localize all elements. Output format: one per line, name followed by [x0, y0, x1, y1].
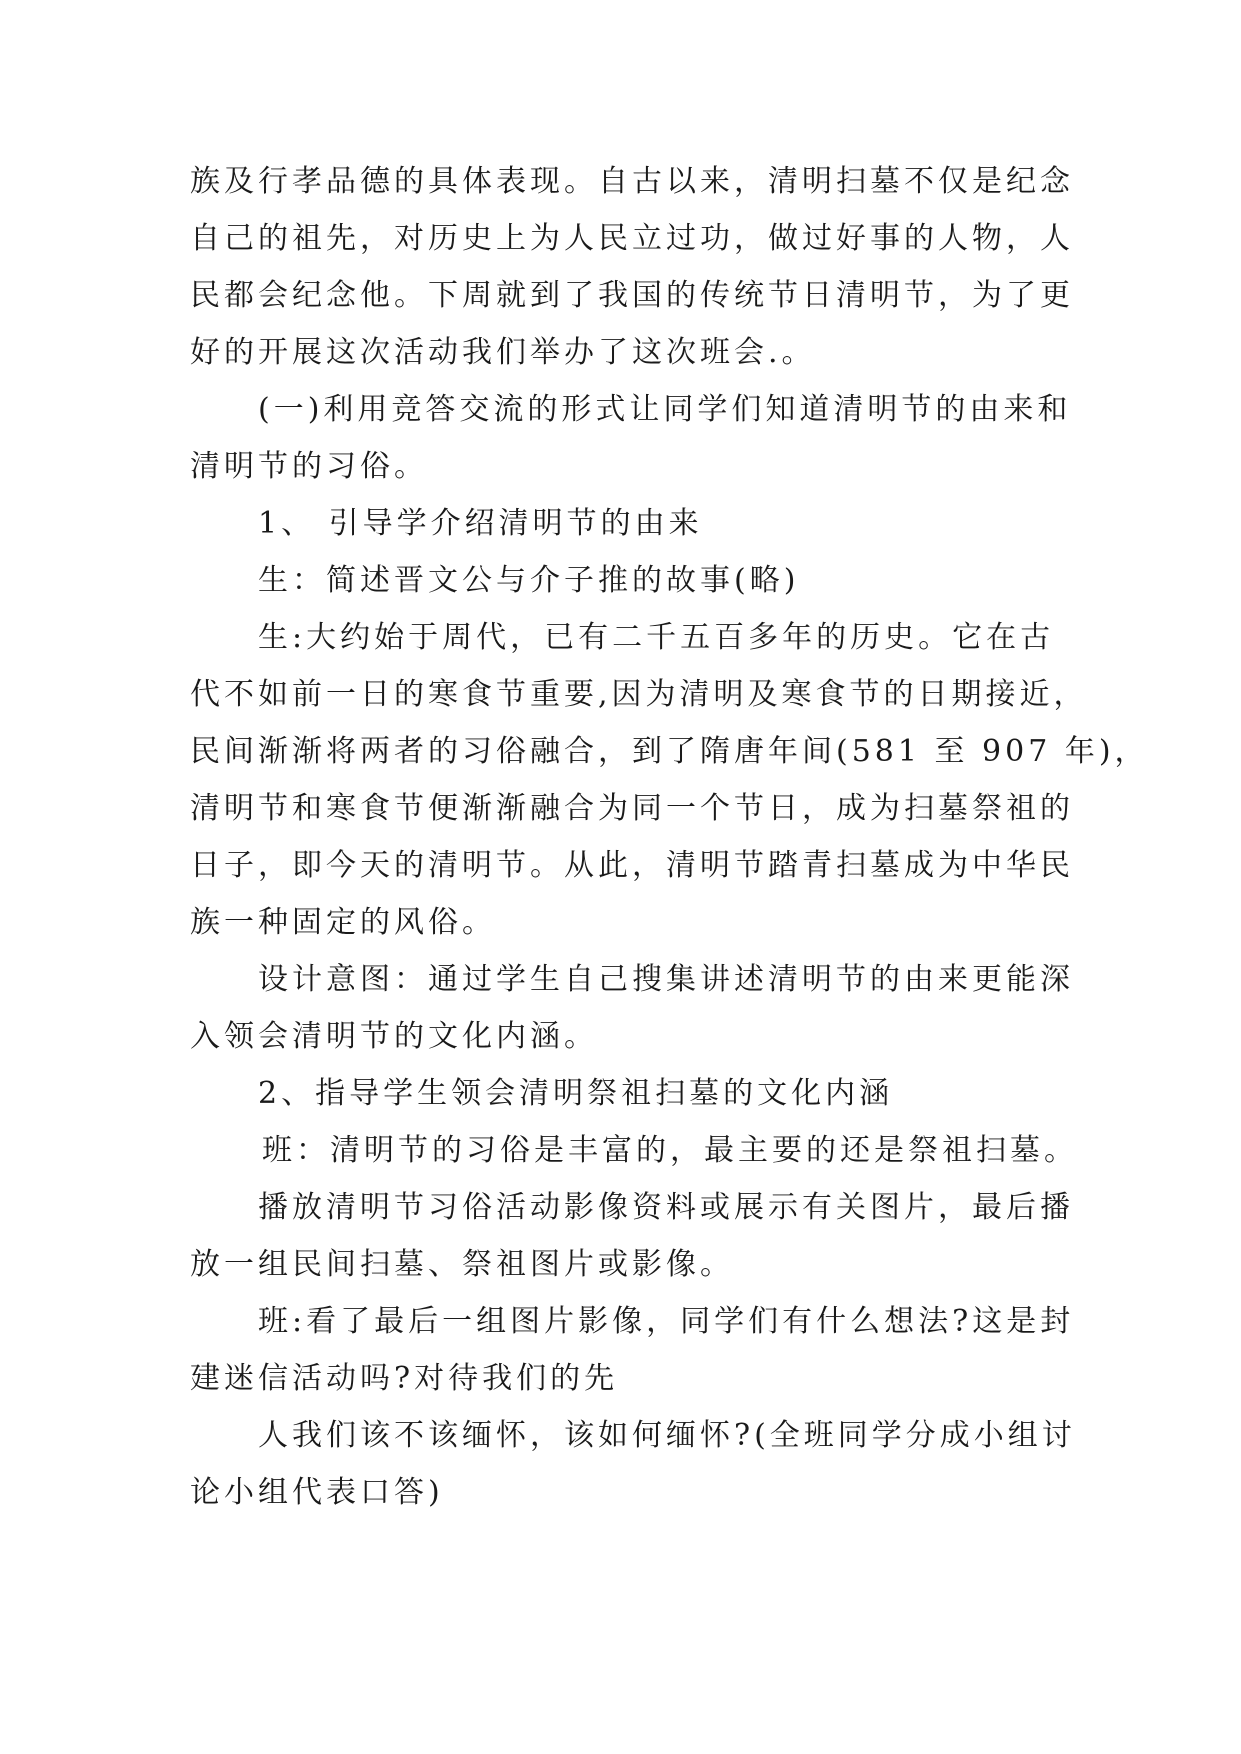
text-line: 建迷信活动吗?对待我们的先: [190, 1361, 619, 1396]
paragraph-first-line: 人我们该不该缅怀，该如何缅怀?(全班同学分成小组讨: [258, 1418, 1076, 1453]
text-line: 日子，即今天的清明节。从此，清明节踏青扫墓成为中华民: [190, 848, 1074, 883]
list-item-heading: 2、指导学生领会清明祭祖扫墓的文化内涵: [258, 1076, 894, 1111]
text-line: 入领会清明节的文化内涵。: [190, 1019, 598, 1054]
text-line: 论小组代表口答): [190, 1475, 444, 1510]
text-line: 民都会纪念他。下周就到了我国的传统节日清明节，为了更: [190, 278, 1074, 313]
paragraph-first-line: 播放清明节习俗活动影像资料或展示有关图片，最后播: [258, 1190, 1074, 1225]
text-line: 清明节和寒食节便渐渐融合为同一个节日，成为扫墓祭祖的: [190, 791, 1074, 826]
document-body: [190, 153, 1149, 1521]
paragraph-first-line: 生:大约始于周代，已有二千五百多年的历史。它在古: [258, 620, 1055, 655]
paragraph-first-line: 设计意图：通过学生自己搜集讲述清明节的由来更能深: [258, 962, 1074, 997]
paragraph-first-line: 班:看了最后一组图片影像，同学们有什么想法?这是封: [258, 1304, 1075, 1339]
paragraph-first-line: 班：清明节的习俗是丰富的，最主要的还是祭祖扫墓。: [262, 1133, 1078, 1168]
text-line: 族一种固定的风俗。: [190, 905, 496, 940]
text-line: 代不如前一日的寒食节重要,因为清明及寒食节的日期接近，: [190, 677, 1088, 712]
paragraph-first-line: 生：简述晋文公与介子推的故事(略): [258, 563, 800, 598]
text-line: 放一组民间扫墓、祭祖图片或影像。: [190, 1247, 734, 1282]
text-line: 自己的祖先，对历史上为人民立过功，做过好事的人物，人: [190, 221, 1074, 256]
text-line: 族及行孝品德的具体表现。自古以来，清明扫墓不仅是纪念: [190, 164, 1074, 199]
text-line: 民间渐渐将两者的习俗融合，到了隋唐年间(581 至 907 年)，: [190, 734, 1149, 769]
text-line: 清明节的习俗。: [190, 449, 428, 484]
text-line: 好的开展这次活动我们举办了这次班会.。: [190, 335, 816, 370]
list-item-heading: 1、 引导学介绍清明节的由来: [258, 506, 703, 541]
paragraph-first-line: (一)利用竞答交流的形式让同学们知道清明节的由来和: [258, 392, 1072, 427]
